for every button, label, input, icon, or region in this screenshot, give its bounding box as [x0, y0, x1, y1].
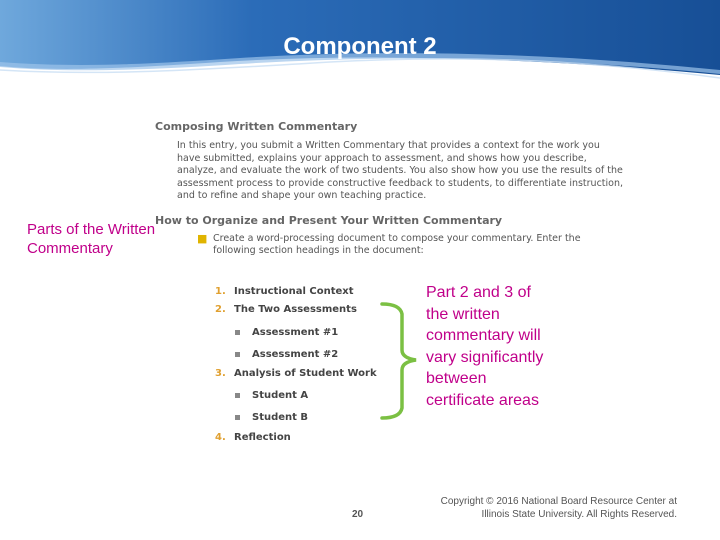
outline-subitem-assessment-2: Assessment #2 — [235, 349, 338, 360]
variation-note: Part 2 and 3 of the written commentary will vary significantly between certificate areas — [426, 284, 544, 409]
square-bullet-icon — [235, 330, 240, 335]
outline-item-1 — [215, 286, 354, 297]
outline-item-2 — [215, 304, 357, 315]
outline-subitem-student-a: Student A — [235, 390, 308, 401]
parts-label: Parts of the Written Commentary — [27, 221, 156, 257]
outline-subitem-assessment-1: Assessment #1 — [235, 327, 338, 338]
outline-num-4: 4. — [215, 432, 226, 443]
document-excerpt — [155, 120, 625, 258]
outline-text-4: Reflection — [234, 432, 291, 443]
bullet-icon: ■ — [197, 231, 208, 245]
outline-subitem-student-b: Student B — [235, 412, 308, 423]
slide-title: Component 2 — [283, 33, 437, 60]
doc-heading-organize: How to Organize and Present Your Written Commentary — [155, 213, 503, 227]
square-bullet-icon — [235, 352, 240, 357]
outline-num-2: 2. — [215, 304, 226, 315]
outline-text-3: Analysis of Student Work — [234, 368, 377, 379]
doc-paragraph-intro: In this entry, you submit a Written Commentary that provides a context for the work you have submitted, explains your approach to assessment, and shows how you describe, analyze, and evaluate the work of two students. You also show how you use the results of the assessment process to provide constructive feedback to students, to differentiate instruction, and to refine and shape your own teaching practice. — [177, 140, 624, 201]
doc-heading-composing: Composing Written Commentary — [155, 120, 358, 133]
outline-num-1: 1. — [215, 286, 226, 297]
copyright-notice: Copyright © 2016 National Board Resource Center at Illinois State University. All Rights Reserved. — [440, 496, 677, 520]
doc-bullet — [197, 233, 625, 258]
outline-item-4 — [215, 432, 291, 443]
outline-text-2: The Two Assessments — [234, 304, 357, 315]
square-bullet-icon — [235, 393, 240, 398]
outline-num-3: 3. — [215, 368, 226, 379]
square-bullet-icon — [235, 415, 240, 420]
green-bracket — [380, 300, 420, 422]
outline-text-1: Instructional Context — [234, 286, 354, 297]
outline-item-3 — [215, 368, 377, 379]
page-number: 20 — [352, 509, 364, 520]
slide-header — [0, 0, 720, 95]
doc-bullet-text: Create a word-processing document to compose your commentary. Enter the following section headings in the document: — [213, 232, 581, 256]
